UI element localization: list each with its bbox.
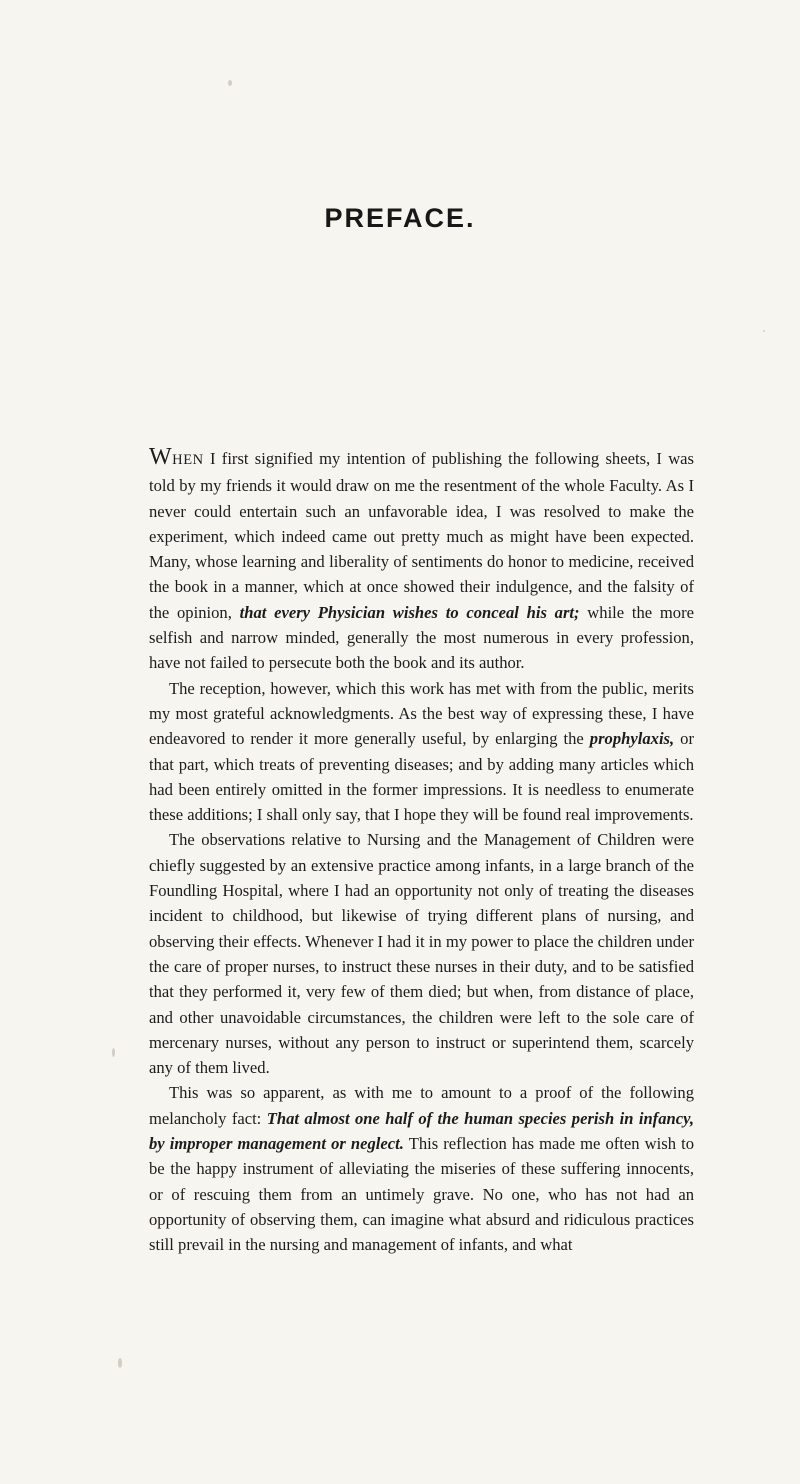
paragraph-text: This reflection has made me often wish to be the happy instrument of alleviating the miseries of these suffering innocents, or of rescuing them from an untimely grave. No one, who has not had an opportunity of observing them, can imagine what absurd and ridiculous practices still prevail in the nursing and management of infants, and what (149, 1134, 694, 1255)
paragraph-1 (149, 445, 694, 676)
page-title: PREFACE. (324, 203, 476, 233)
paragraph-2 (149, 676, 694, 828)
paragraph-text: The reception, however, which this work has met with from the public, merits my most grateful acknowledgments. As the best way of expressing these, I have endeavored to render it more generally useful, by enlarging the (149, 678, 694, 749)
paragraph-text: or that part, which treats of preventing diseases; and by adding many articles which had been entirely omitted in the former impressions. It is needless to enumerate these additions; I shall only say, that I hope they will be found real improvements. (149, 729, 694, 825)
italic-quote: that every Physician wishes to conceal his art; (239, 602, 580, 622)
paper-speck (118, 1358, 122, 1368)
paper-speck (228, 80, 232, 86)
small-caps-lead: HEN (172, 452, 204, 468)
paper-speck (112, 1048, 115, 1057)
drop-cap: W (149, 444, 173, 470)
paragraph-text: while the more selfish and narrow minded, generally the most numerous in every profession, have not failed to persecute both the book and its author. (149, 602, 694, 673)
paragraph-text: This was so apparent, as with me to amount to a proof of the following melancholy fact: (149, 1083, 694, 1128)
paragraph-3 (149, 827, 694, 1080)
paragraph-4 (149, 1080, 694, 1257)
italic-fact: That almost one half of the human species perish in infancy, by improper management or neglect. (149, 1108, 694, 1154)
italic-term: prophylaxis, (589, 729, 675, 749)
paper-speck (763, 330, 765, 332)
preface-body (149, 445, 694, 1258)
paragraph-text: The observations relative to Nursing and the Management of Children were chiefly suggested by an extensive practice among infants, in a large branch of the Foundling Hospital, where I had an opportunity not only of treating the diseases incident to childhood, but likewise of trying different plans of nursing, and observing their effects. Whenever I had it in my power to place the children under the care of proper nurses, to instruct these nurses in their duty, and to be satisfied that they performed it, very few of them died; but when, from distance of place, and other unavoidable circumstances, the children were left to the sole care of mercenary nurses, without any person to instruct or superintend them, scarcely any of them lived. (149, 830, 694, 1078)
paragraph-text: I first signified my intention of publishing the following sheets, I was told by my friends it would draw on me the resentment of the whole Faculty. As I never could entertain such an unfavorable idea, I was resolved to make the experiment, which indeed came out pretty much as might have been expected. Many, whose learning and liberality of sentiments do honor to medicine, received the book in a manner, which at once showed their indulgence, and the falsity of the opinion, (149, 449, 694, 622)
